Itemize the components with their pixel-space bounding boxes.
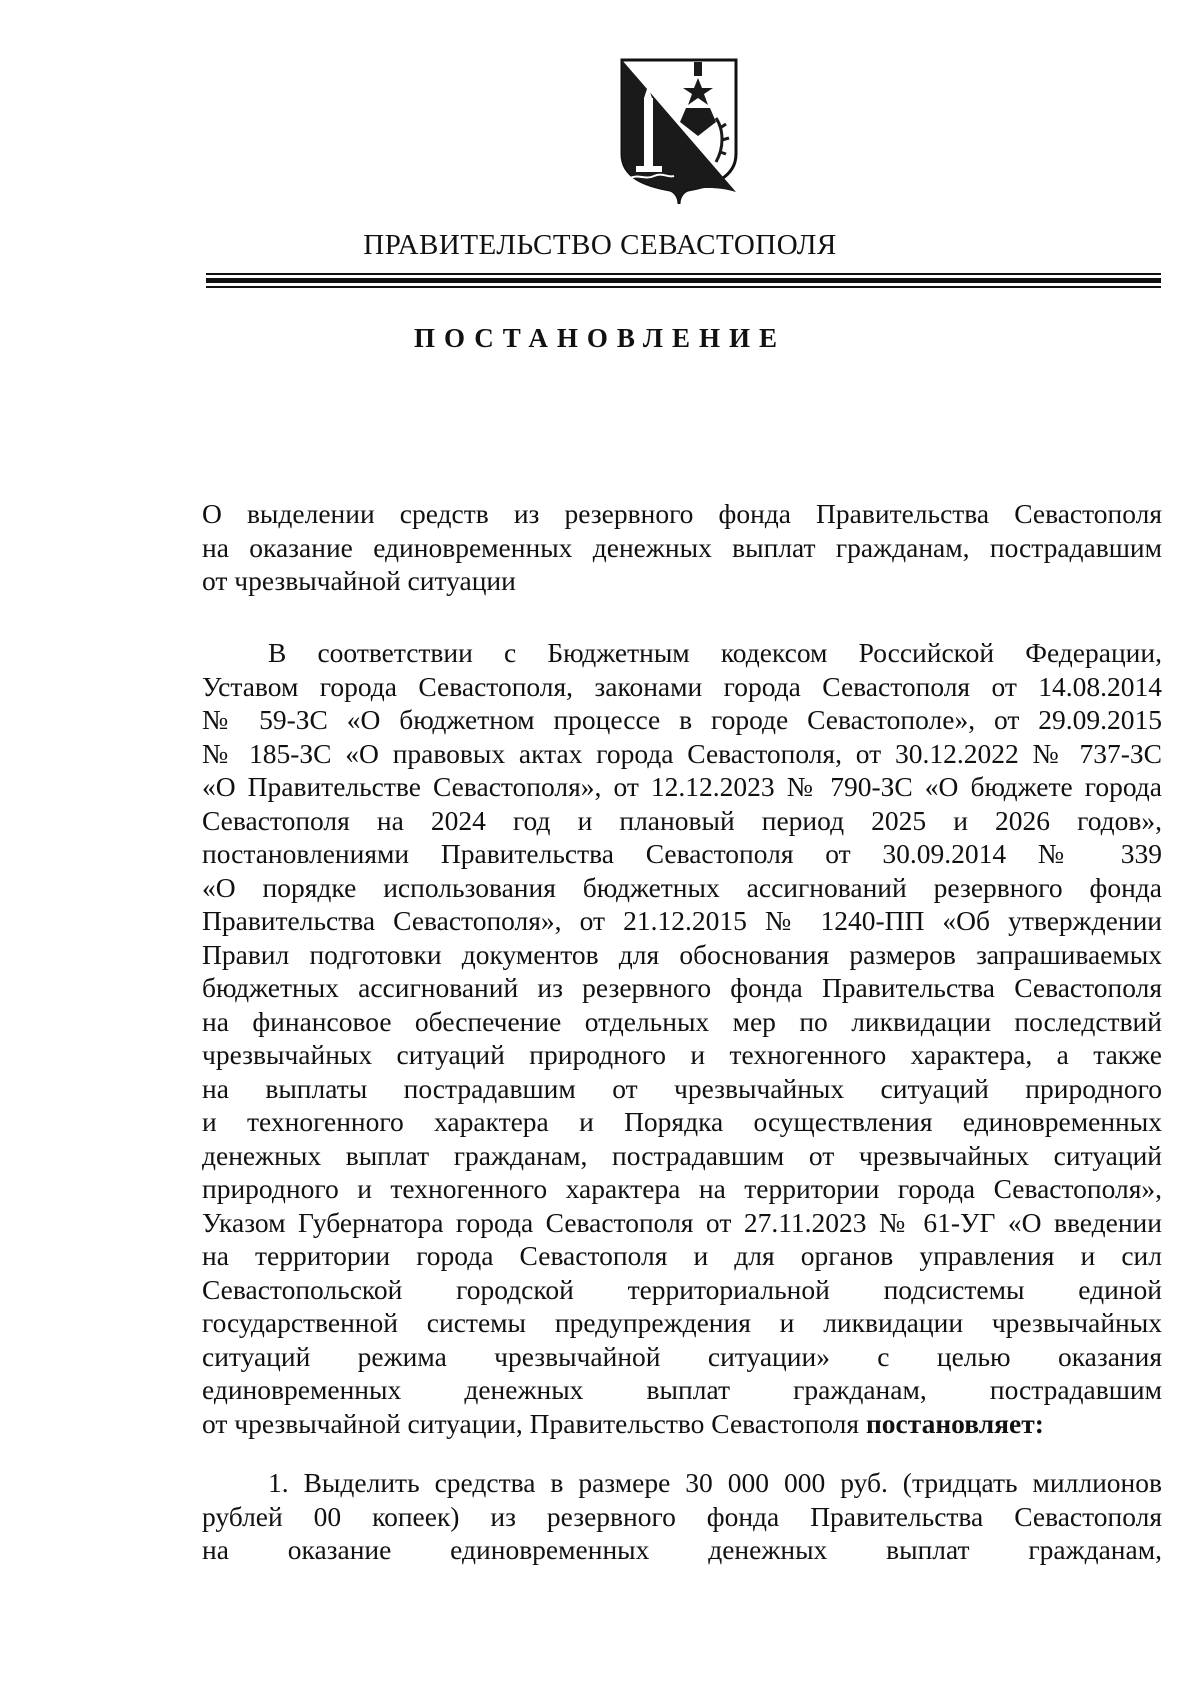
preamble-line: чрезвычайных ситуаций природного и техногенного характера, а также: [202, 1039, 1162, 1070]
preamble-line: постановлениями Правительства Севастополя от 30.09.2014 № 339: [202, 838, 1162, 869]
preamble-line: и техногенного характера и Порядка осуществления единовременных: [202, 1106, 1162, 1137]
preamble-line: природного и техногенного характера на территории города Севастополя»,: [202, 1173, 1162, 1204]
organization-title: ПРАВИТЕЛЬСТВО СЕВАСТОПОЛЯ: [363, 229, 837, 261]
subject-line: от чрезвычайной ситуации: [202, 565, 516, 596]
preamble-line: на территории города Севастополя и для органов управления и сил: [202, 1240, 1162, 1271]
preamble-line: на финансовое обеспечение отдельных мер по ликвидации последствий: [202, 1005, 1162, 1037]
preamble-line: государственной системы предупреждения и ликвидации чрезвычайных: [202, 1307, 1162, 1338]
header-rule-top: [206, 273, 1161, 275]
preamble-line: Указом Губернатора города Севастополя от 27.11.2023 № 61-УГ «О введении: [202, 1206, 1162, 1238]
preamble-line: Уставом города Севастополя, законами города Севастополя от 14.08.2014: [202, 670, 1162, 702]
item-line: 1. Выделить средства в размере 30 000 000 руб. (тридцать миллионов: [268, 1467, 1162, 1498]
preamble-line: «О Правительстве Севастополя», от 12.12.2023 № 790-ЗС «О бюджете города: [202, 771, 1162, 802]
preamble-line: на выплаты пострадавшим от чрезвычайных ситуаций природного: [202, 1072, 1162, 1104]
preamble-line: ситуаций режима чрезвычайной ситуации» с целью оказания: [202, 1340, 1162, 1372]
preamble-line: № 185-ЗС «О правовых актах города Севастополя, от 30.12.2022 № 737-ЗС: [202, 737, 1162, 769]
preamble-line: В соответствии с Бюджетным кодексом Российской Федерации,: [268, 637, 1162, 668]
header-rule-thick: [206, 278, 1161, 283]
sevastopol-coat-of-arms-icon: [616, 58, 742, 210]
preamble-final-text: от чрезвычайной ситуации, Правительство Севастополя: [202, 1407, 866, 1439]
subject-line: на оказание единовременных денежных выплат гражданам, пострадавшим: [202, 531, 1162, 563]
preamble-line: единовременных денежных выплат гражданам, пострадавшим: [202, 1374, 1162, 1405]
resolution-item-1: [202, 1466, 1162, 1567]
preamble-line: Севастополя на 2024 год и плановый период 2025 и 2026 годов»,: [202, 804, 1162, 836]
preamble-line: Правительства Севастополя», от 21.12.2015 № 1240-ПП «Об утверждении: [202, 905, 1162, 936]
item-line: рублей 00 копеек) из резервного фонда Правительства Севастополя: [202, 1500, 1162, 1532]
item-line: на оказание единовременных денежных выплат гражданам,: [202, 1534, 1162, 1565]
preamble-final-line: [202, 1407, 1162, 1441]
header-rule-bottom: [206, 286, 1161, 288]
document-type-heading: ПОСТАНОВЛЕНИЕ: [413, 323, 787, 353]
resolves-keyword: постановляет:: [865, 1407, 1044, 1439]
subject-line: О выделении средств из резервного фонда Правительства Севастополя: [202, 498, 1162, 529]
preamble-line: Севастопольской городской территориальной подсистемы единой: [202, 1273, 1162, 1305]
preamble-line: № 59-ЗС «О бюджетном процессе в городе Севастополе», от 29.09.2015: [202, 704, 1162, 735]
preamble-line: бюджетных ассигнований из резервного фонда Правительства Севастополя: [202, 972, 1162, 1003]
preamble-paragraph: [202, 636, 1162, 1440]
preamble-line: «О порядке использования бюджетных ассигнований резервного фонда: [202, 871, 1162, 903]
preamble-line: Правил подготовки документов для обоснования размеров запрашиваемых: [202, 938, 1162, 970]
document-subject: [202, 497, 1162, 598]
preamble-line: денежных выплат гражданам, пострадавшим от чрезвычайных ситуаций: [202, 1139, 1162, 1171]
